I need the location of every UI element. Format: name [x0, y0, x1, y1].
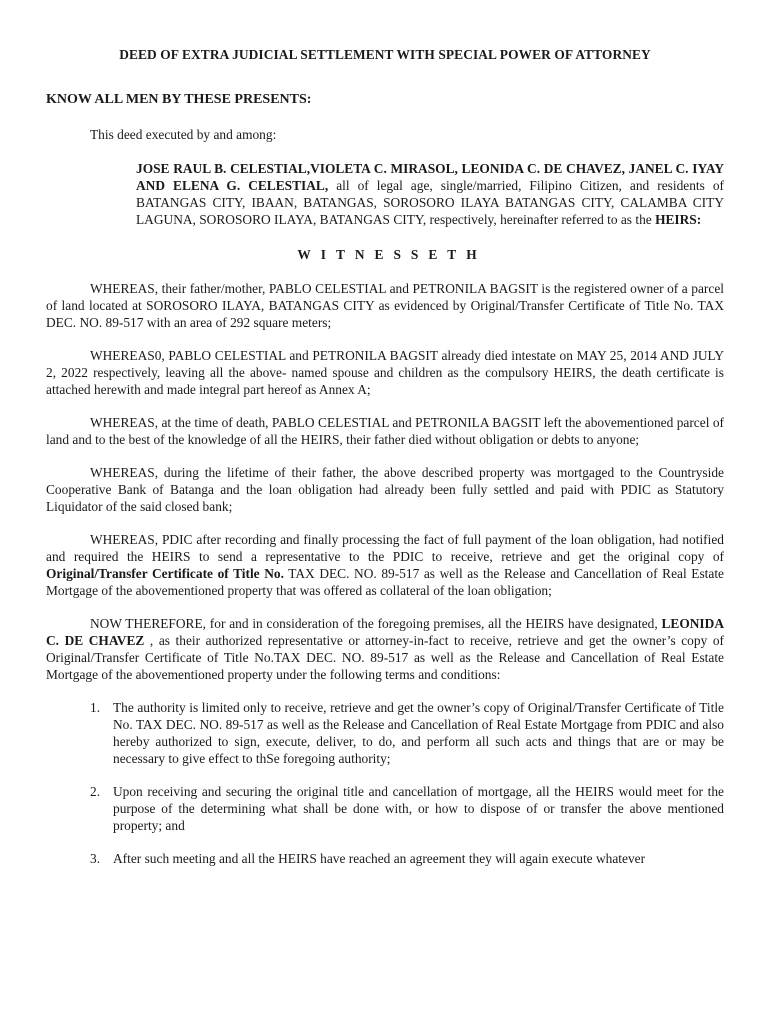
now-therefore-paragraph	[46, 615, 724, 683]
list-item	[46, 783, 724, 834]
term-number: 2.	[90, 784, 101, 799]
list-item	[46, 850, 724, 867]
pdic-text-before: WHEREAS, PDIC after recording and finally processing the fact of full payment of the loan obligation, had notified and required the HEIRS to send a representative to the PDIC to receive, retrieve and get the original copy of	[46, 532, 724, 564]
term-text: The authority is limited only to receive, retrieve and get the owner’s copy of Original/Transfer Certificate of Title No. TAX DEC. NO. 89-517 as well as the Release and Cancellation of Real Estate Mortgage from PDIC and also hereby authorized to sign, execute, deliver, to do, and perform all such acts and things that are or may be necessary to give effect to thSe foregoing authority;	[113, 700, 724, 766]
pdic-text-after: TAX DEC. NO. 89-517 as well as the Release and Cancellation of Real Estate Mortgage of the abovementioned property that was offered as collateral of the loan obligation;	[46, 566, 724, 598]
list-item	[46, 699, 724, 767]
opening-clause: KNOW ALL MEN BY THESE PRESENTS:	[46, 92, 312, 107]
terms-list	[46, 699, 724, 867]
term-number: 3.	[90, 851, 101, 866]
now-therefore-before: NOW THEREFORE, for and in consideration of the foregoing premises, all the HEIRS have designated,	[90, 616, 662, 631]
document-title: DEED OF EXTRA JUDICIAL SETTLEMENT WITH SPECIAL POWER OF ATTORNEY	[119, 47, 651, 62]
pdic-text-bold: Original/Transfer Certificate of Title No.	[46, 566, 284, 581]
term-number: 1.	[90, 700, 101, 715]
whereas-paragraph-1: WHEREAS, their father/mother, PABLO CELESTIAL and PETRONILA BAGSIT is the registered owner of a parcel of land located at SOROSORO ILAYA, BATANGAS CITY as evidenced by Original/Transfer Certificate of Title No. TAX DEC. NO. 89-517 with an area of 292 square meters;	[46, 281, 724, 330]
parties-paragraph	[136, 160, 724, 228]
party-names: JOSE RAUL B. CELESTIAL,VIOLETA C. MIRASOL, LEONIDA C. DE CHAVEZ, JANEL C. IYAY AND ELENA G. CELESTIAL,	[136, 161, 724, 193]
term-text: Upon receiving and securing the original title and cancellation of mortgage, all the HEIRS would meet for the purpose of the determining what shall be done with, or how to dispose of or transfer the above mentioned property; and	[113, 784, 724, 833]
party-description: all of legal age, single/married, Filipino Citizen, and residents of BATANGAS CITY, IBAAN, BATANGAS, SOROSORO ILAYA BATANGAS CITY, CALAMBA CITY LAGUNA, SOROSORO ILAYA, BATANGAS CITY, respectively, hereinafter referred to as the	[136, 178, 724, 227]
attorney-in-fact-name: LEONIDA C. DE CHAVEZ	[46, 616, 724, 648]
whereas-paragraph-pdic	[46, 531, 724, 599]
executed-by-line: This deed executed by and among:	[90, 127, 277, 142]
now-therefore-after: , as their authorized representative or attorney-in-fact to receive, retrieve and get the owner’s copy of Original/Transfer Certificate of Title No.TAX DEC. NO. 89-517 as well as the Release and Cancellation of Real Estate Mortgage of the abovementioned property under the following terms and conditions:	[46, 633, 724, 682]
heirs-label: HEIRS:	[655, 212, 702, 227]
term-text: After such meeting and all the HEIRS have reached an agreement they will again execute whatever	[113, 851, 646, 866]
whereas-paragraph-4: WHEREAS, during the lifetime of their father, the above described property was mortgaged to the Countryside Cooperative Bank of Batanga and the loan obligation had already been fully settled and paid with PDIC as Statutory Liquidator of the said closed bank;	[46, 465, 724, 514]
witnesseth-heading: WITNESSETH	[297, 247, 487, 262]
whereas-paragraph-3: WHEREAS, at the time of death, PABLO CELESTIAL and PETRONILA BAGSIT left the abovementioned parcel of land and to the best of the knowledge of all the HEIRS, their father died without obligation or debts to anyone;	[46, 415, 724, 447]
whereas-paragraph-2: WHEREAS0, PABLO CELESTIAL and PETRONILA BAGSIT already died intestate on MAY 25, 2014 AND JULY 2, 2022 respectively, leaving all the above- named spouse and children as the compulsory HEIRS, the death certificate is attached herewith and made integral part hereof as Annex A;	[46, 348, 724, 397]
document-page	[46, 46, 724, 883]
